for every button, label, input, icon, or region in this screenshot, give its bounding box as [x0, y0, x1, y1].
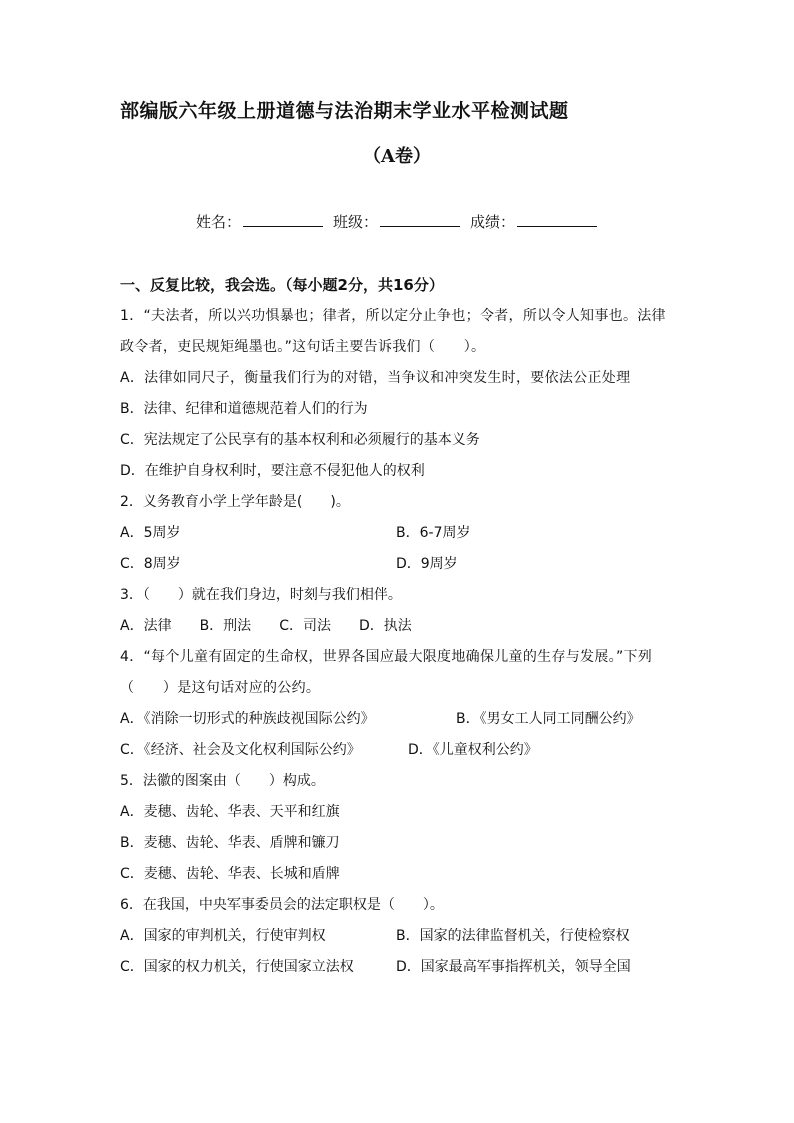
name-blank[interactable]	[243, 210, 323, 227]
question-2-option-d: D．9周岁	[396, 556, 458, 572]
question-1-option-d: D．在维护自身权利时，要注意不侵犯他人的权利	[120, 463, 425, 479]
question-3-options	[120, 611, 680, 642]
exam-subtitle: （A卷）	[363, 146, 431, 167]
question-2-options-row-1	[120, 518, 680, 549]
exam-title: 部编版六年级上册道德与法治期末学业水平检测试题	[120, 100, 569, 122]
question-2-option-b: B．6-7周岁	[396, 525, 471, 541]
question-6-option-d: D．国家最高军事指挥机关，领导全国	[396, 959, 631, 975]
score-blank[interactable]	[517, 210, 597, 227]
question-4-stem: 4．“每个儿童有固定的生命权，世界各国应最大限度地确保儿童的生存与发展。”下列（ ）是这句话对应的公约。	[120, 649, 653, 696]
question-2-options-row-2	[120, 549, 680, 580]
question-1-option-b: B．法律、纪律和道德规范着人们的行为	[120, 401, 368, 417]
question-2-option-c: C．8周岁	[120, 556, 181, 572]
question-5-stem: 5．法徽的图案由（ ）构成。	[120, 773, 325, 789]
question-6-options-row-1	[120, 921, 680, 952]
question-2-option-a: A．5周岁	[120, 525, 181, 541]
question-4-option-b: B．《男女工人同工同酬公约》	[456, 711, 641, 727]
question-4-option-c: C．《经济、社会及文化权利国际公约》	[120, 742, 361, 758]
question-5-option-c: C．麦穗、齿轮、华表、长城和盾牌	[120, 866, 340, 882]
question-6-options-row-2	[120, 952, 680, 983]
question-3-stem: 3．（ ）就在我们身边，时刻与我们相伴。	[120, 587, 402, 603]
question-3-option-a: A．法律	[120, 618, 172, 634]
question-4-option-a: A．《消除一切形式的种族歧视国际公约》	[120, 711, 375, 727]
question-2-stem: 2．义务教育小学上学年龄是( )。	[120, 494, 350, 510]
student-info-line	[196, 210, 607, 232]
question-6-option-b: B．国家的法律监督机关，行使检察权	[396, 928, 630, 944]
question-6-stem: 6．在我国，中央军事委员会的法定职权是（ ）。	[120, 897, 444, 913]
question-4-option-d: D．《儿童权利公约》	[408, 742, 538, 758]
exam-content	[120, 270, 680, 983]
question-1-stem: 1．“夫法者，所以兴功惧暴也；律者，所以定分止争也；令者，所以令人知事也。法律政令者，吏民规矩绳墨也。”这句话主要告诉我们（ ）。	[120, 308, 666, 355]
name-label: 姓名：	[196, 213, 242, 231]
question-1-option-c: C．宪法规定了公民享有的基本权利和必须履行的基本义务	[120, 432, 480, 448]
question-6-option-a: A．国家的审判机关，行使审判权	[120, 928, 326, 944]
question-1-option-a: A．法律如同尺子，衡量我们行为的对错，当争议和冲突发生时，要依法公正处理	[120, 370, 631, 386]
class-blank[interactable]	[380, 210, 460, 227]
question-4-options-row-1	[120, 704, 680, 735]
question-5-option-b: B．麦穗、齿轮、华表、盾牌和镰刀	[120, 835, 340, 851]
question-6-option-c: C．国家的权力机关，行使国家立法权	[120, 959, 354, 975]
section-heading: 一、反复比较，我会选。（每小题2分，共16分）	[120, 276, 444, 294]
question-3-option-b: B．刑法	[199, 618, 252, 634]
question-3-option-c: C．司法	[279, 618, 331, 634]
question-4-options-row-2	[120, 735, 680, 766]
question-5-option-a: A．麦穗、齿轮、华表、天平和红旗	[120, 804, 340, 820]
score-label: 成绩：	[470, 213, 516, 231]
class-label: 班级：	[333, 213, 379, 231]
question-3-option-d: D．执法	[358, 618, 412, 634]
